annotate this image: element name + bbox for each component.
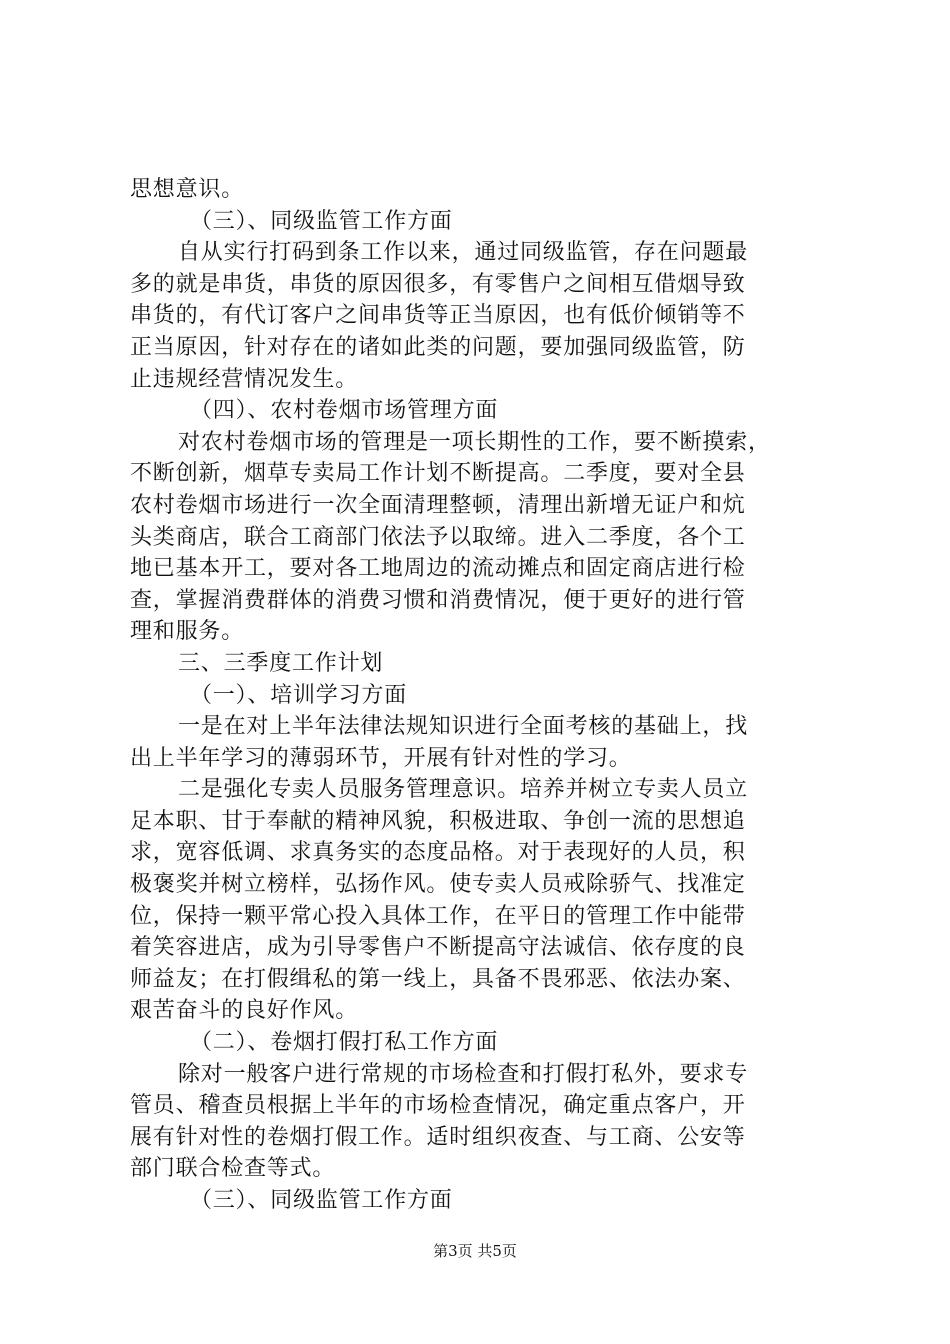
text-line: 出上半年学习的薄弱环节，开展有针对性的学习。: [130, 745, 632, 771]
page-footer: 第3页 共5页: [433, 1242, 517, 1260]
text-line: 二是强化专卖人员服务管理意识。培养并树立专卖人员立: [178, 777, 749, 803]
text-line: 头类商店，联合工商部门依法予以取缔。进入二季度，各个工: [130, 524, 746, 550]
text-line: 三、三季度工作计划: [178, 650, 384, 676]
text-line: （三）、同级监管工作方面: [190, 1188, 453, 1213]
text-line: （三）、同级监管工作方面: [190, 208, 453, 234]
text-line: 串货的，有代订客户之间串货等正当原因，也有低价倾销等不: [130, 303, 746, 329]
document-body: [130, 174, 830, 1217]
text-line: 部门联合检查等式。: [130, 1156, 336, 1182]
text-line: 理和服务。: [130, 619, 245, 645]
text-line: 自从实行打码到条工作以来，通过同级监管，存在问题最: [178, 240, 749, 266]
text-line: 多的就是串货，串货的原因很多，有零售户之间相互借烟导致: [130, 271, 746, 297]
text-line: 不断创新，烟草专卖局工作计划不断提高。二季度，要对全县: [130, 461, 746, 487]
text-line: （一）、培训学习方面: [190, 682, 408, 708]
text-line: 艰苦奋斗的良好作风。: [130, 998, 359, 1024]
text-line: 正当原因，针对存在的诸如此类的问题，要加强同级监管，防: [130, 334, 746, 360]
text-line: 师益友；在打假缉私的第一线上，具备不畏邪恶、依法办案、: [130, 966, 746, 992]
text-line: 求，宽容低调、求真务实的态度品格。对于表现好的人员，积: [130, 840, 746, 866]
text-line: 足本职、甘于奉献的精神风貌，积极进取、争创一流的思想追: [130, 808, 746, 834]
text-line: 对农村卷烟市场的管理是一项长期性的工作，要不断摸索，: [178, 429, 771, 455]
text-line: 除对一般客户进行常规的市场检查和打假打私外，要求专: [178, 1061, 749, 1087]
text-line: 位，保持一颗平常心投入具体工作，在平日的管理工作中能带: [130, 903, 746, 929]
text-line: 查，掌握消费群体的消费习惯和消费情况，便于更好的进行管: [130, 587, 746, 613]
text-line: 一是在对上半年法律法规知识进行全面考核的基础上，找: [178, 714, 749, 740]
text-line: 极褒奖并树立榜样，弘扬作风。使专卖人员戒除骄气、找准定: [130, 872, 746, 898]
text-line: 地已基本开工，要对各工地周边的流动摊点和固定商店进行检: [130, 556, 746, 582]
text-line: 止违规经营情况发生。: [130, 366, 359, 392]
text-line: 管员、稽查员根据上半年的市场检查情况，确定重点客户，开: [130, 1093, 746, 1119]
text-line: 农村卷烟市场进行一次全面清理整顿，清理出新增无证户和炕: [130, 492, 746, 518]
text-line: （四）、农村卷烟市场管理方面: [190, 398, 499, 424]
text-line: 思想意识。: [130, 177, 245, 202]
text-line: 着笑容进店，成为引导零售户不断提高守法诚信、依存度的良: [130, 935, 746, 961]
text-line: （二）、卷烟打假打私工作方面: [190, 1030, 499, 1056]
text-line: 展有针对性的卷烟打假工作。适时组织夜查、与工商、公安等: [130, 1124, 746, 1150]
